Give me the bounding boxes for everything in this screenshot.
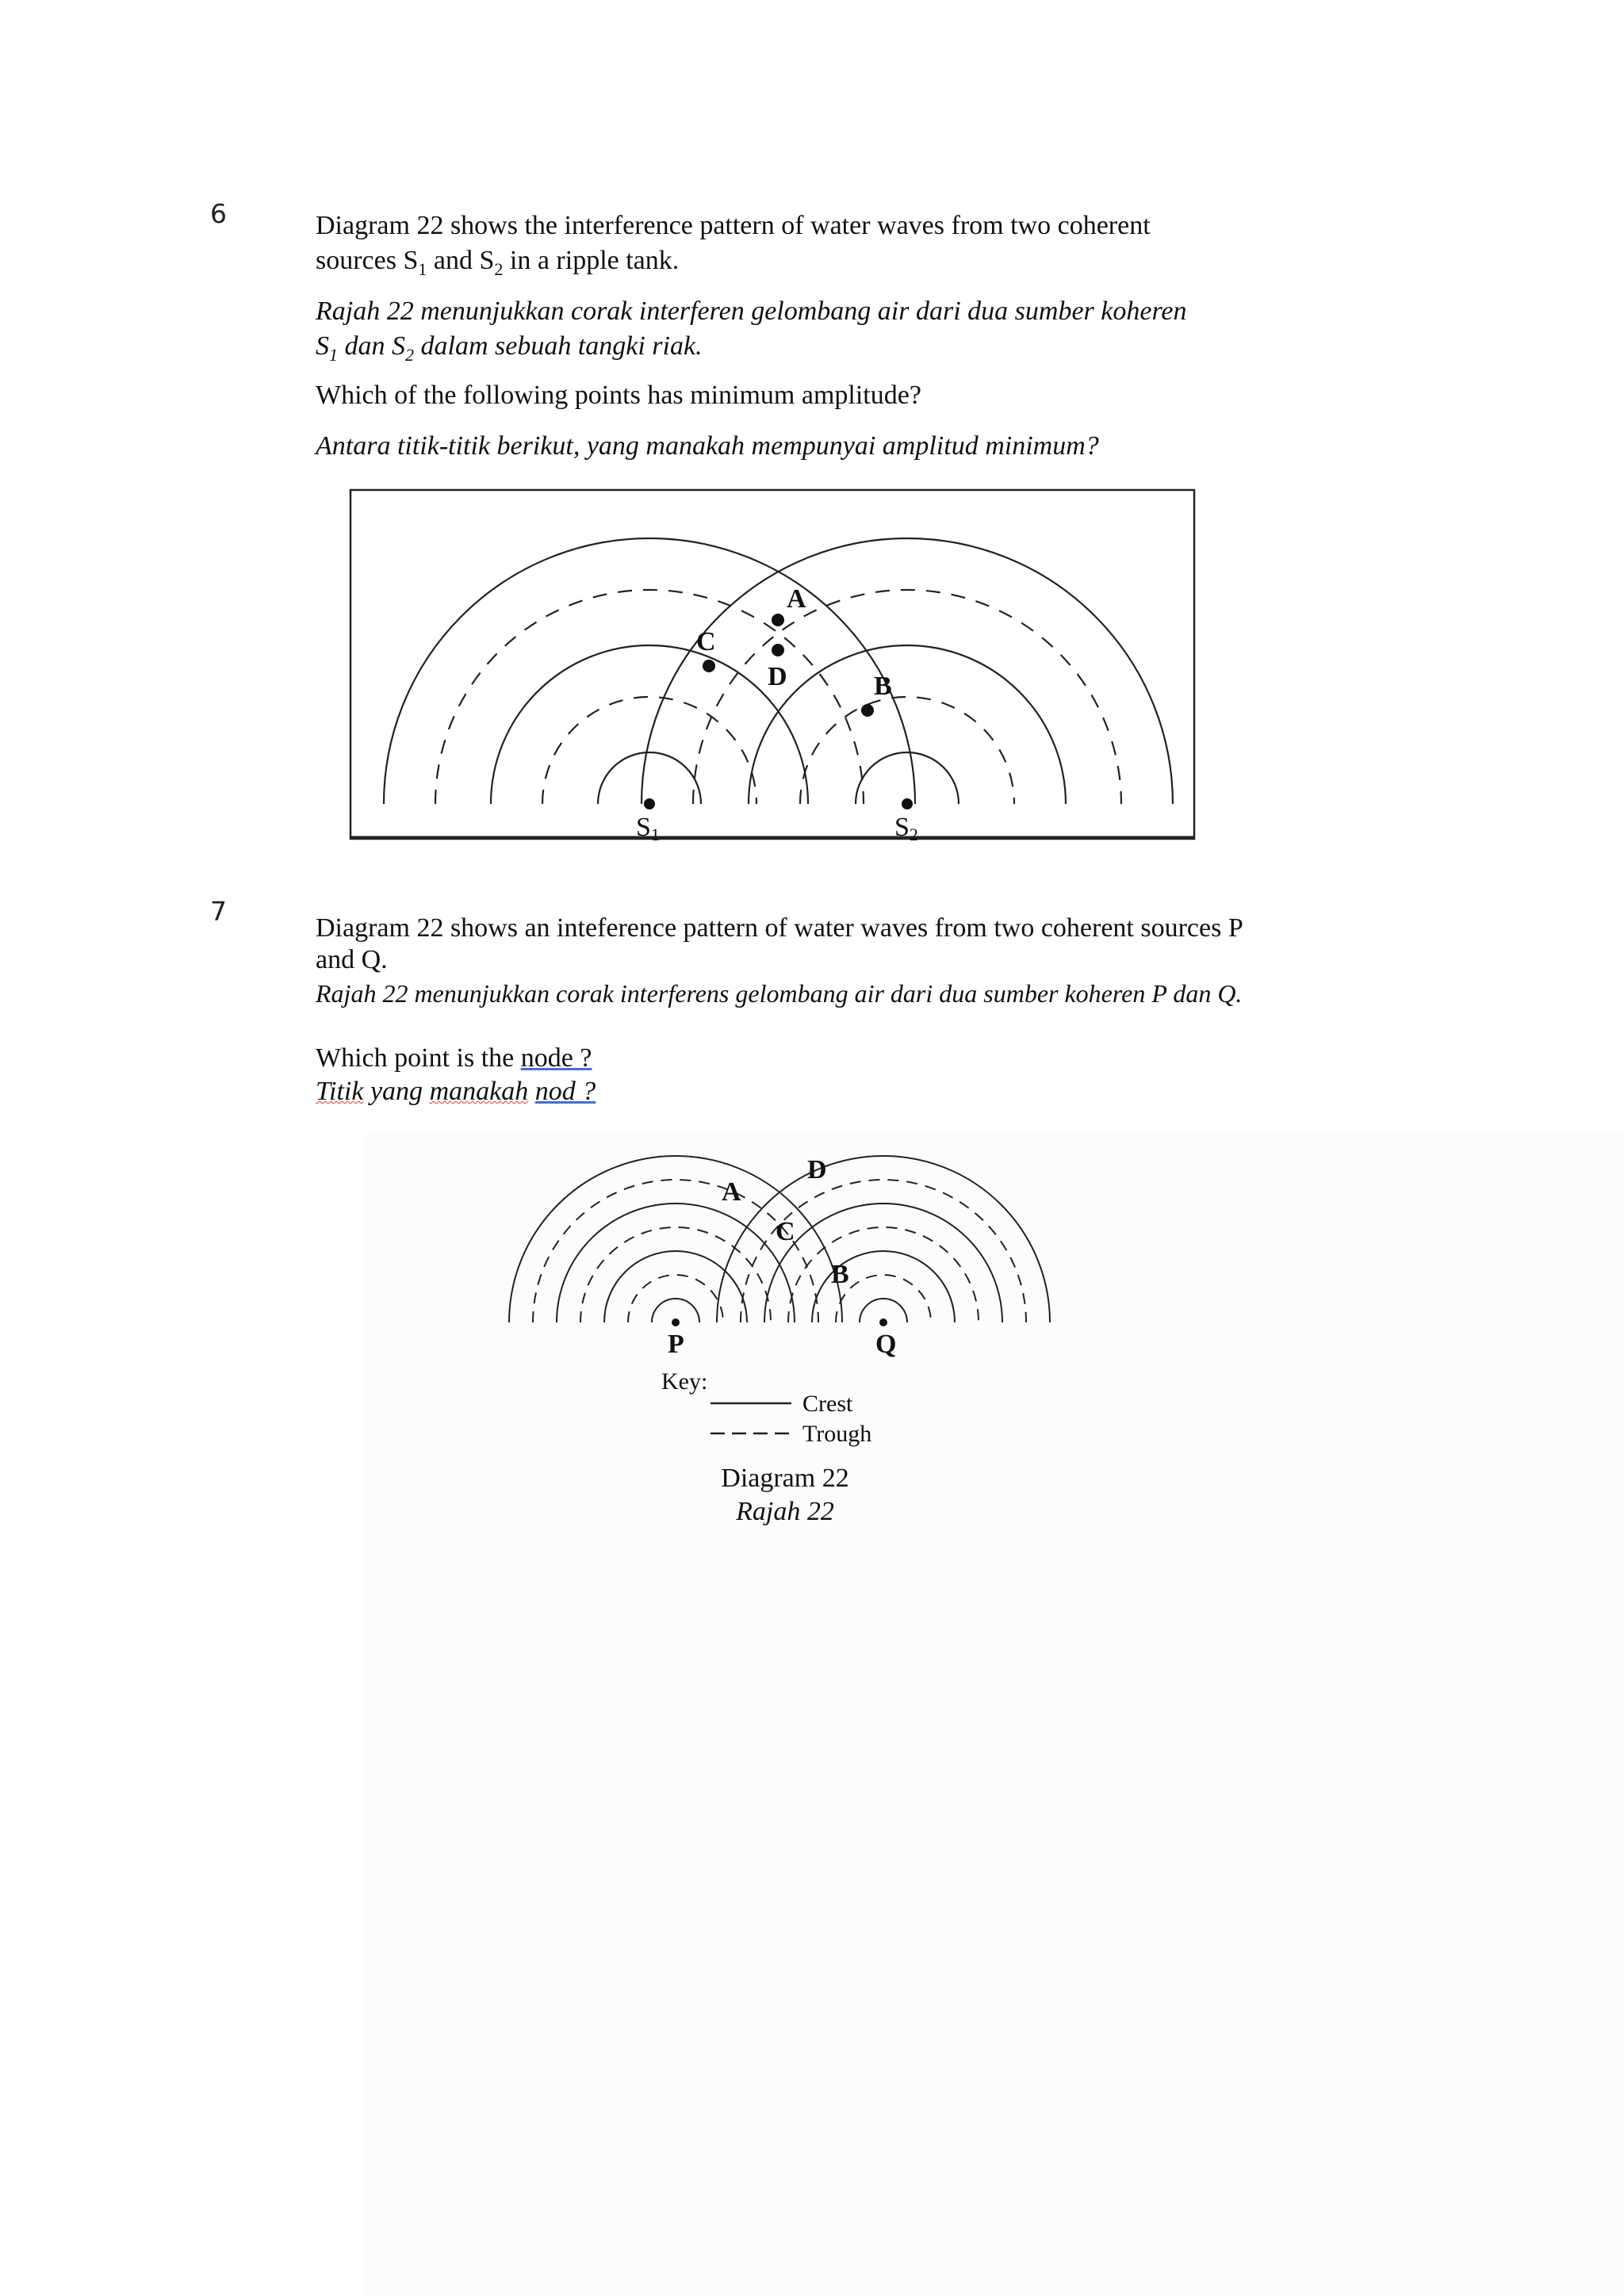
source-p-label: P [668, 1330, 684, 1359]
q7-question-en: Which point is the node ? [316, 1043, 592, 1073]
source-s2-dot [902, 798, 913, 809]
q6-stem-en-line2: sources $S_1$ and $S_2$ in a ripple tank. [316, 246, 680, 279]
question-7-number: 7 [210, 896, 227, 927]
q7-caption-ms: Rajah 22 [736, 1497, 834, 1526]
key-crest-label: Crest [802, 1391, 853, 1417]
point-a-label: A [722, 1177, 741, 1207]
q-wavefronts [717, 1156, 1050, 1322]
q6-stem-ms-line2: $S_1$ dan $S_2$ dalam sebuah tangki riak. [316, 331, 703, 365]
point-d-label: D [807, 1155, 827, 1184]
point-c-label: C [696, 627, 716, 656]
point-d-label: D [768, 662, 787, 691]
q7-caption-en: Diagram 22 [721, 1464, 849, 1493]
q6-stem-en-line1: Diagram 22 shows the interference pattern of water waves from two coherent [316, 211, 1151, 240]
q6-interference-diagram [346, 487, 1202, 844]
point-c-dot [703, 660, 715, 672]
source-s1-label: S1 [636, 813, 660, 844]
s1-wavefronts [384, 538, 915, 804]
point-c-label: C [776, 1217, 795, 1246]
q7-question-ms: Titik yang manakah nod ? [316, 1077, 596, 1106]
q6-stem-ms-line1: Rajah 22 menunjukkan corak interferen gelombang air dari dua sumber koheren [316, 297, 1187, 326]
source-p-dot [672, 1318, 680, 1326]
source-s2-label: S2 [894, 813, 918, 844]
q7-stem-ms: Rajah 22 menunjukkan corak interferens gelombang air dari dua sumber koheren P dan Q. [316, 979, 1243, 1008]
point-b-label: B [874, 672, 892, 701]
q6-question-en: Which of the following points has minimum amplitude? [316, 381, 921, 410]
source-q-dot [879, 1318, 887, 1326]
s2-wavefronts [642, 538, 1173, 804]
point-a-dot [772, 614, 784, 626]
source-s1-dot [644, 798, 655, 809]
point-b-label: B [831, 1260, 849, 1289]
point-a-label: A [787, 584, 806, 614]
point-b-dot [861, 704, 874, 717]
key-title: Key: [661, 1368, 708, 1395]
key-trough-label: Trough [802, 1421, 872, 1447]
source-q-label: Q [875, 1330, 897, 1359]
question-6-number: 6 [210, 198, 227, 229]
q7-stem-en-line1: Diagram 22 shows an inteference pattern of water waves from two coherent sources P [316, 913, 1243, 943]
q7-stem-en-line2: and Q. [316, 945, 388, 974]
q6-question-ms: Antara titik-titik berikut, yang manakah mempunyai amplitud minimum? [316, 431, 1099, 461]
point-d-dot [772, 644, 784, 656]
